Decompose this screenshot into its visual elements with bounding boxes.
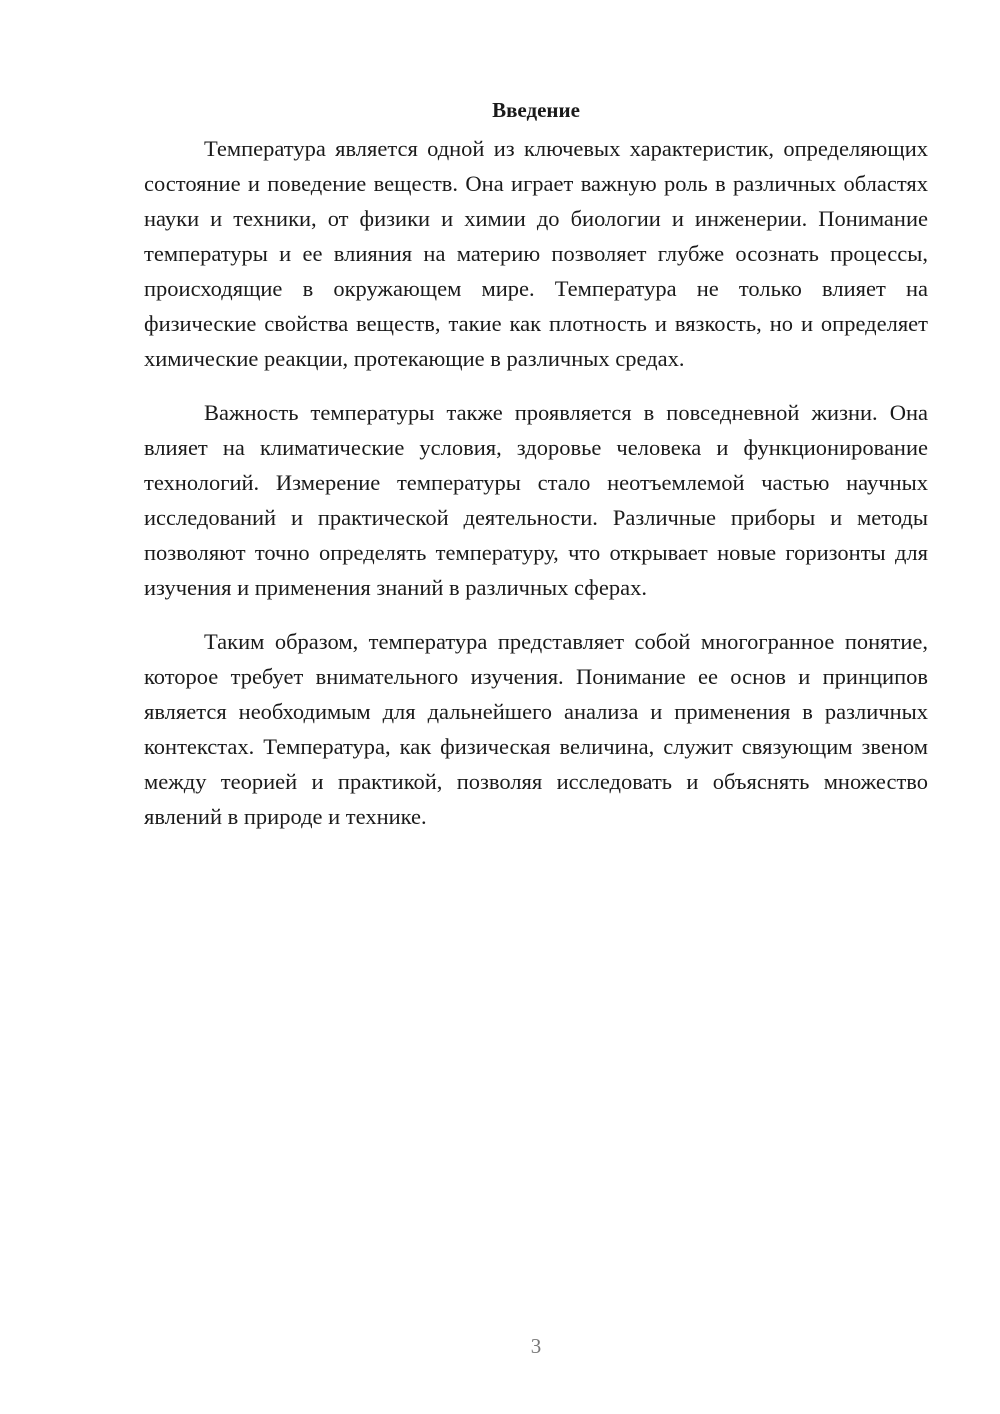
page-content <box>144 95 928 853</box>
section-heading: Введение <box>492 98 580 122</box>
paragraph-2: Важность температуры также проявляется в повседневной жизни. Она влияет на климатические условия, здоровье человека и функционирование технологий. Измерение температуры стало неотъемлемой частью научных исследований и практической деятельности. Различные приборы и методы позволяют точно определять температуру, что открывает новые горизонты для изучения и применения знаний в различных сферах. <box>144 400 928 600</box>
page-number: 3 <box>530 1334 542 1358</box>
paragraph-1: Температура является одной из ключевых характеристик, определяющих состояние и поведение веществ. Она играет важную роль в различных областях науки и техники, от физики и химии до биологии и инженерии. Понимание температуры и ее влияния на материю позволяет глубже осознать процессы, происходящие в окружающем мире. Температура не только влияет на физические свойства веществ, такие как плотность и вязкость, но и определяет химические реакции, протекающие в различных средах. <box>144 136 928 371</box>
paragraph-3: Таким образом, температура представляет собой многогранное понятие, которое требует внимательного изучения. Понимание ее основ и принципов является необходимым для дальнейшего анализа и применения в различных контекстах. Температура, как физическая величина, служит связующим звеном между теорией и практикой, позволяя исследовать и объяснять множество явлений в природе и технике. <box>144 629 928 829</box>
